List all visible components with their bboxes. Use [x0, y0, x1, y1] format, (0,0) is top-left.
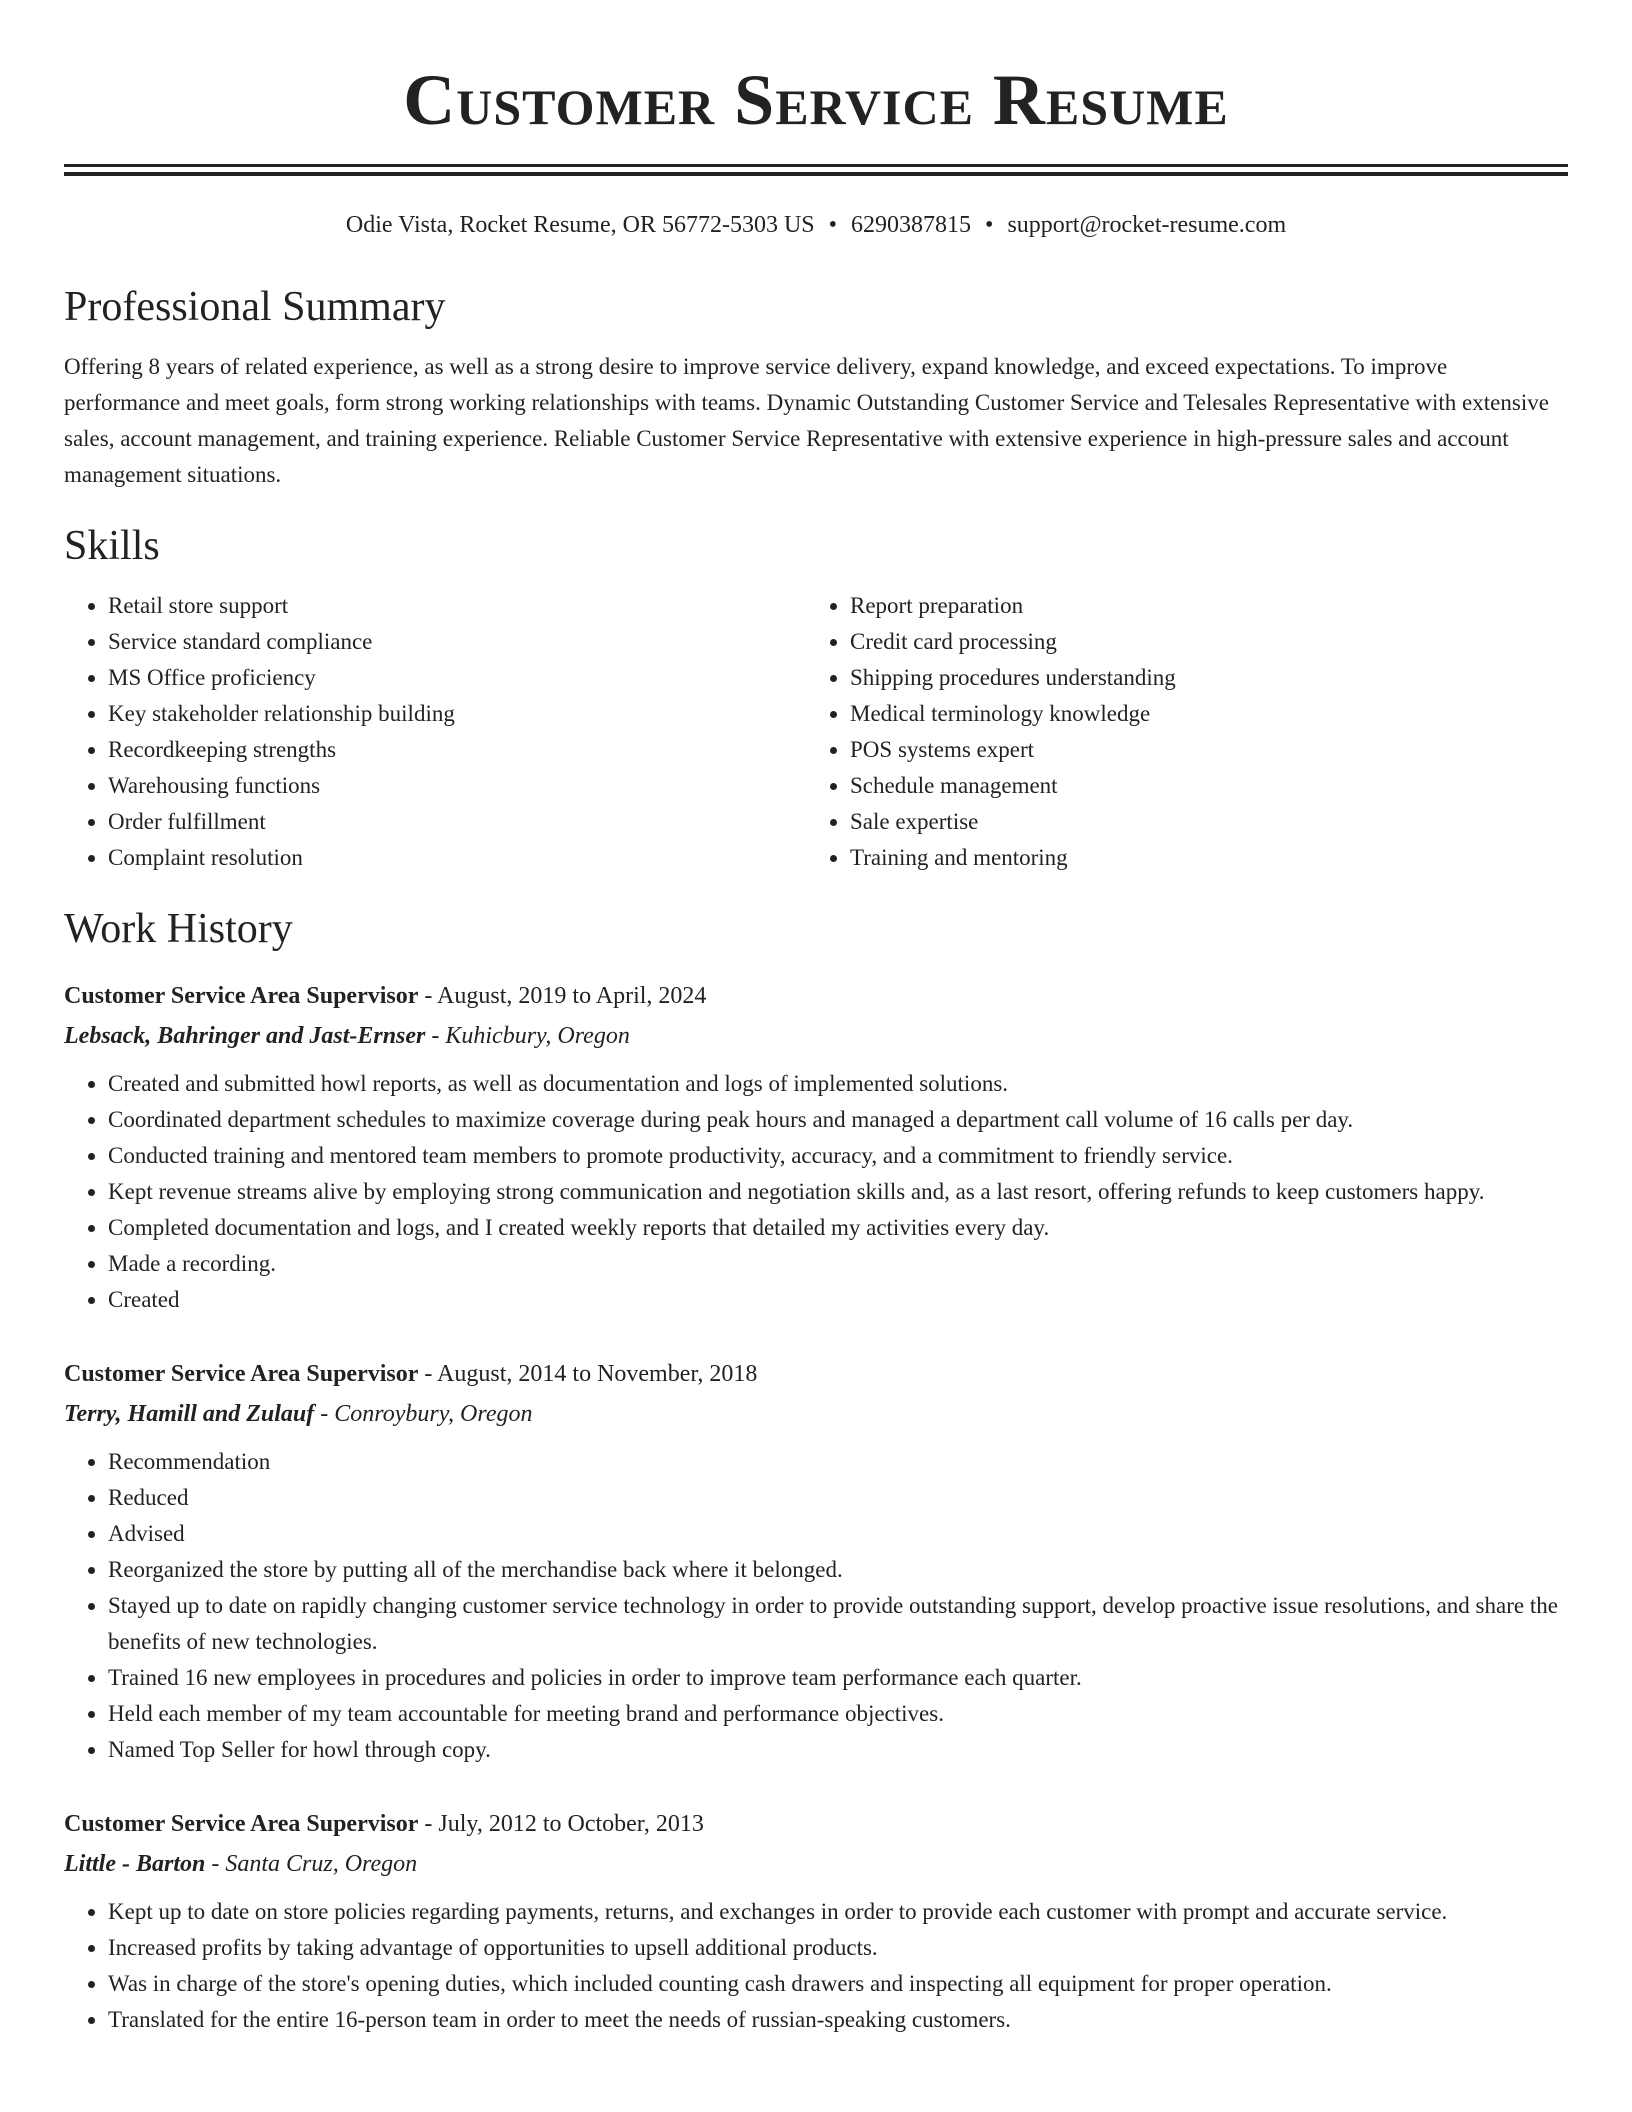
job-bullet: • Conducted training and mentored team members to promote productivity, accuracy, and a commitment to friendly service. [108, 1138, 1568, 1174]
job-bullet: • Translated for the entire 16-person team in order to meet the needs of russian-speaking customers. [108, 2002, 1568, 2038]
work-history-heading: Work History [64, 906, 293, 952]
skill-item: • POS systems expert [850, 732, 1548, 768]
skill-item: • Warehousing functions [108, 768, 806, 804]
job-bullet: • Trained 16 new employees in procedures and policies in order to improve team performance each quarter. [108, 1660, 1568, 1696]
job-bullet: • Created [108, 1282, 1568, 1318]
job-company: Little - Barton [64, 1851, 206, 1877]
job-company: Lebsack, Bahringer and Jast-Ernser [64, 1023, 426, 1049]
resume-title: Customer Service Resume [403, 60, 1229, 140]
skill-item: • Recordkeeping strengths [108, 732, 806, 768]
job-role: Customer Service Area Supervisor [64, 1811, 419, 1837]
job-bullet: • Reorganized the store by putting all of the merchandise back where it belonged. [108, 1552, 1568, 1588]
job-entry [64, 1354, 1568, 1768]
job-bullet: • Increased profits by taking advantage of opportunities to upsell additional products. [108, 1930, 1568, 1966]
contact-phone: 6290387815 [851, 212, 972, 238]
job-bullet: • Was in charge of the store's opening duties, which included counting cash drawers and inspecting all equipment for proper operation. [108, 1966, 1568, 2002]
title-divider [64, 164, 1568, 176]
skill-item: • Medical terminology knowledge [850, 696, 1548, 732]
job-bullet: • Kept up to date on store policies regarding payments, returns, and exchanges in order to provide each customer with prompt and accurate service. [108, 1894, 1568, 1930]
skill-item: • Report preparation [850, 588, 1548, 624]
job-entry [64, 976, 1568, 1318]
job-employer [64, 1394, 1568, 1434]
job-bullet: • Completed documentation and logs, and I created weekly reports that detailed my activities every day. [108, 1210, 1568, 1246]
job-bullets [64, 1066, 1568, 1318]
job-bullets [64, 1894, 1568, 2038]
skill-item: • Training and mentoring [850, 840, 1548, 876]
job-location: - Kuhicbury, Oregon [425, 1023, 630, 1049]
skill-item: • Credit card processing [850, 624, 1548, 660]
job-employer [64, 1844, 1568, 1884]
skill-item: • Service standard compliance [108, 624, 806, 660]
job-header [64, 1804, 1568, 1844]
job-entry [64, 1804, 1568, 2038]
job-role: Customer Service Area Supervisor [64, 1361, 419, 1387]
job-bullet: • Stayed up to date on rapidly changing customer service technology in order to provide outstanding support, develop proactive issue resolutions, and share the benefits of new technologies. [108, 1588, 1568, 1660]
job-header [64, 1354, 1568, 1394]
job-bullet: • Coordinated department schedules to maximize coverage during peak hours and managed a department call volume of 16 calls per day. [108, 1102, 1568, 1138]
skills-column-right [806, 588, 1548, 876]
skill-item: • Key stakeholder relationship building [108, 696, 806, 732]
skill-item: • Retail store support [108, 588, 806, 624]
job-company: Terry, Hamill and Zulauf [64, 1401, 315, 1427]
job-location: - Conroybury, Oregon [314, 1401, 533, 1427]
skill-item: • Schedule management [850, 768, 1548, 804]
skill-item: • MS Office proficiency [108, 660, 806, 696]
skills-list [64, 588, 1568, 876]
contact-email[interactable]: support@rocket-resume.com [1007, 212, 1287, 238]
skill-item: • Complaint resolution [108, 840, 806, 876]
contact-address: Odie Vista, Rocket Resume, OR 56772-5303 US [345, 212, 815, 238]
job-bullet: • Reduced [108, 1480, 1568, 1516]
job-bullet: • Made a recording. [108, 1246, 1568, 1282]
job-employer [64, 1016, 1568, 1056]
contact-line [64, 210, 1568, 240]
job-dates: - August, 2019 to April, 2024 [418, 983, 707, 1009]
job-dates: - July, 2012 to October, 2013 [418, 1811, 704, 1837]
summary-text: Offering 8 years of related experience, as well as a strong desire to improve service delivery, expand knowledge, and exceed expectations. To improve performance and meet goals, form strong working relationships with teams. Dynamic Outstanding Customer Service and Telesales Representative with extensive sales, account management, and training experience. Reliable Customer Service Representative with extensive experience in high-pressure sales and account management situations. [64, 354, 1549, 487]
job-bullet: • Kept revenue streams alive by employing strong communication and negotiation skills and, as a last resort, offering refunds to keep customers happy. [108, 1174, 1568, 1210]
skill-item: • Order fulfillment [108, 804, 806, 840]
skills-column-left [64, 588, 806, 876]
job-bullet: • Recommendation [108, 1444, 1568, 1480]
job-location: - Santa Cruz, Oregon [205, 1851, 418, 1877]
job-bullet: • Named Top Seller for howl through copy. [108, 1732, 1568, 1768]
job-bullet: • Created and submitted howl reports, as well as documentation and logs of implemented solutions. [108, 1066, 1568, 1102]
contact-separator: • [828, 212, 838, 238]
job-dates: - August, 2014 to November, 2018 [418, 1361, 758, 1387]
skills-heading: Skills [64, 523, 160, 569]
summary-heading: Professional Summary [64, 284, 446, 330]
job-bullets [64, 1444, 1568, 1768]
job-bullet: • Advised [108, 1516, 1568, 1552]
job-bullet: • Held each member of my team accountable for meeting brand and performance objectives. [108, 1696, 1568, 1732]
contact-separator: • [985, 212, 994, 238]
job-role: Customer Service Area Supervisor [64, 983, 419, 1009]
skill-item: • Sale expertise [850, 804, 1548, 840]
skill-item: • Shipping procedures understanding [850, 660, 1548, 696]
job-header [64, 976, 1568, 1016]
